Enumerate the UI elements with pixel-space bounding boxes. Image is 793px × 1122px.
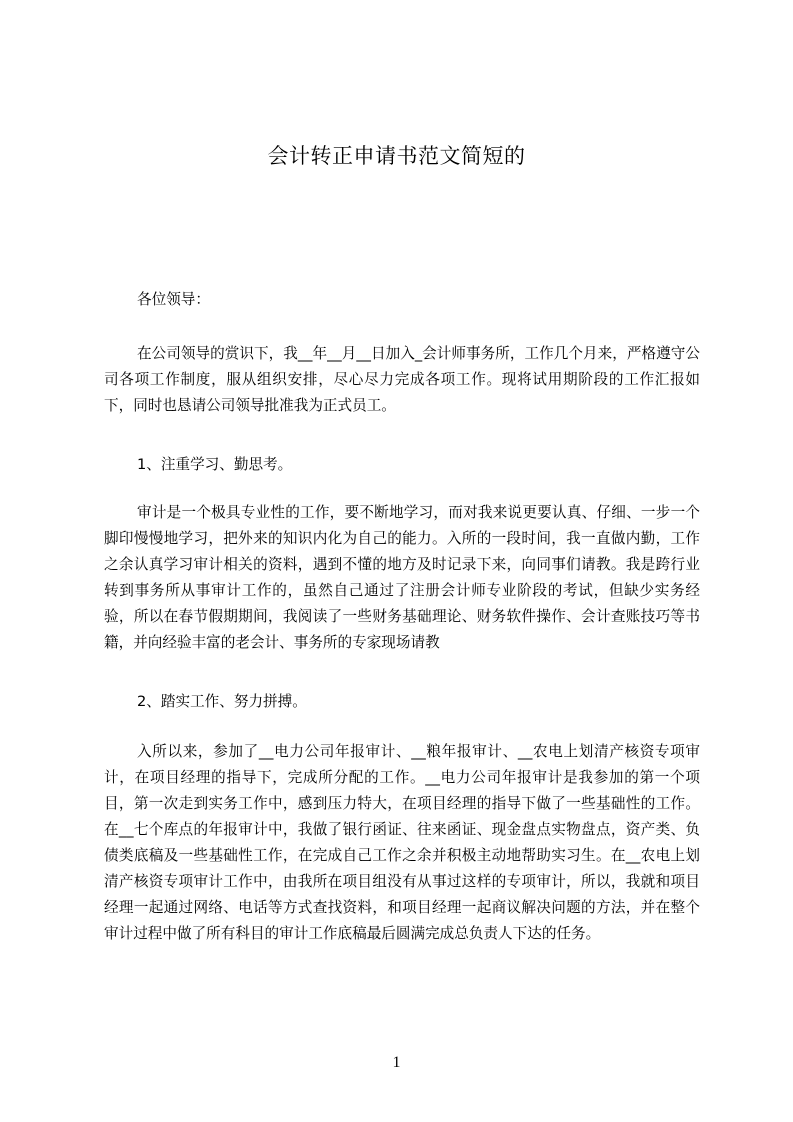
- paragraph-study: 审计是一个极具专业性的工作，要不断地学习，而对我来说更要认真、仔细、一步一个脚印慢慢地学习，把外来的知识内化为自己的能力。入所的一段时间，我一直做内勤，工作之余认真学习审计相关的资料，遇到不懂的地方及时记录下来，向同事们请教。我是跨行业转到事务所从事审计工作的，虽然自己通过了注册会计师专业阶段的考试，但缺少实务经验，所以在春节假期期间，我阅读了一些财务基础理论、财务软件操作、会计查账技巧等书籍，并向经验丰富的老会计、事务所的专家现场请教: [104, 504, 700, 651]
- paragraph-intro: 在公司领导的赏识下，我__年__月__日加入_会计师事务所，工作几个月来，严格遵守公司各项工作制度，服从组织安排，尽心尽力完成各项工作。现将试用期阶段的工作汇报如下，同时也恳请公司领导批准我为正式员工。: [104, 345, 700, 414]
- page-number: 1: [392, 1054, 401, 1071]
- section-heading-1: 1、注重学习、勤思考。: [137, 456, 293, 473]
- section-heading-2: 2、踏实工作、努力拼搏。: [137, 693, 307, 710]
- document-title: 会计转正申请书范文简短的: [267, 144, 526, 168]
- paragraph-work: 入所以来，参加了__电力公司年报审计、__粮年报审计、__农电上划清产核资专项审计，在项目经理的指导下，完成所分配的工作。__电力公司年报审计是我参加的第一个项目，第一次走到实务工作中，感到压力特大，在项目经理的指导下做了一些基础性的工作。在__七个库点的年报审计中，我做了银行函证、往来函证、现金盘点实物盘点，资产类、负债类底稿及一些基础性工作，在完成自己工作之余并积极主动地帮助实习生。在__农电上划清产核资专项审计工作中，由我所在项目组没有从事过这样的专项审计，所以，我就和项目经理一起通过网络、电话等方式查找资料，和项目经理一起商议解决问题的方法，并在整个审计过程中做了所有科目的审计工作底稿最后圆满完成总负责人下达的任务。: [104, 743, 700, 942]
- salutation: 各位领导：: [137, 291, 210, 308]
